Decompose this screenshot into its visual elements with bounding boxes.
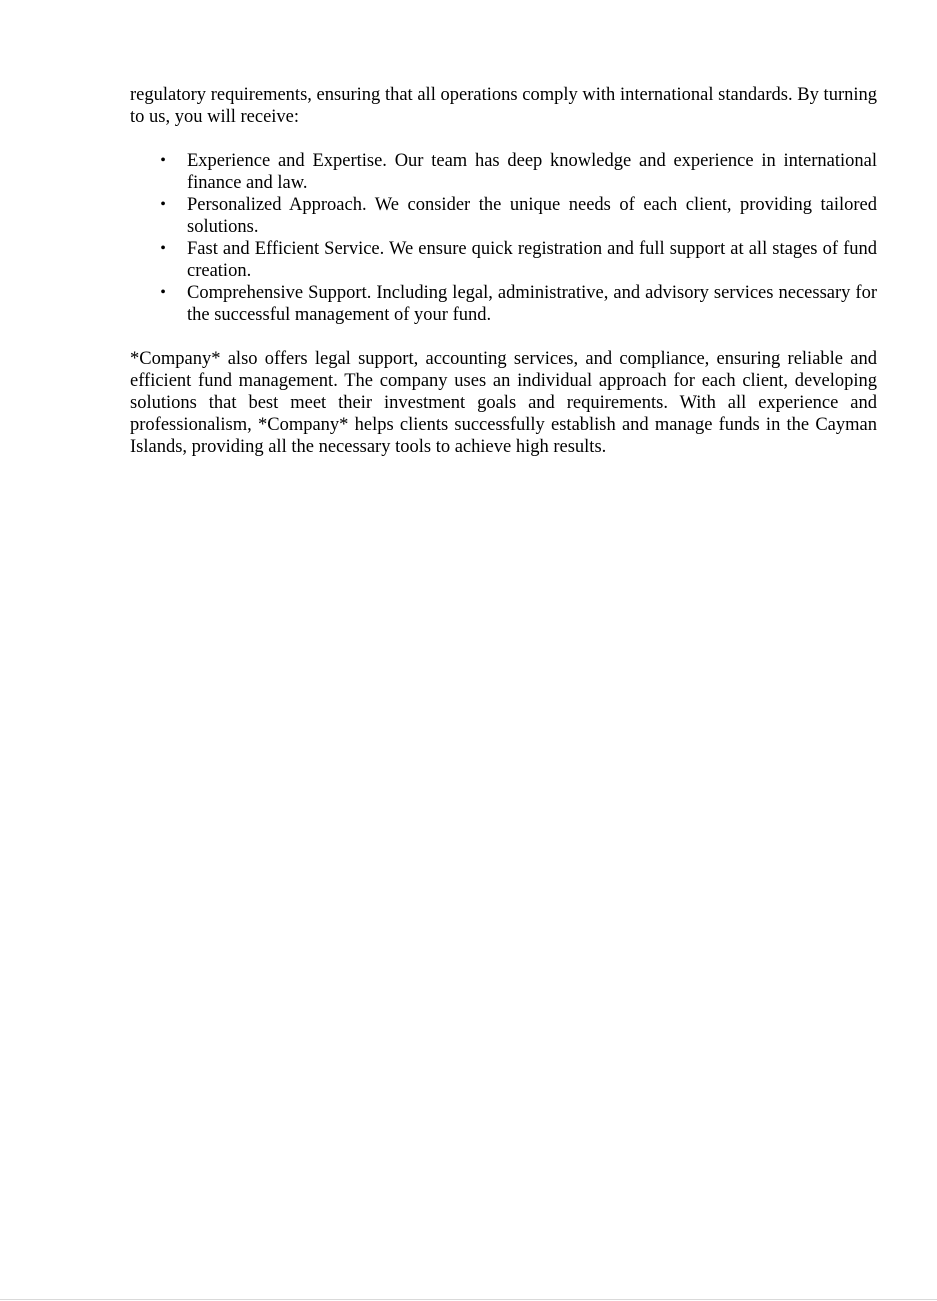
list-item-text: Experience and Expertise. Our team has deep knowledge and experience in international finance and law. (187, 151, 877, 193)
list-item-text: Fast and Efficient Service. We ensure quick registration and full support at all stages of fund creation. (187, 239, 877, 281)
bullet-icon: • (160, 196, 166, 213)
bullet-icon: • (160, 284, 166, 301)
list-item (130, 282, 877, 326)
list-item-text: Comprehensive Support. Including legal, administrative, and advisory services necessary for the successful management of your fund. (187, 283, 877, 325)
page-body (130, 84, 877, 458)
list-item (130, 150, 877, 194)
list-item-text: Personalized Approach. We consider the unique needs of each client, providing tailored solutions. (187, 195, 877, 237)
closing-paragraph: *Company* also offers legal support, accounting services, and compliance, ensuring reliable and efficient fund management. The company uses an individual approach for each client, developing solutions that best meet their investment goals and requirements. With all experience and professionalism, *Company* helps clients successfully establish and manage funds in the Cayman Islands, providing all the necessary tools to achieve high results. (130, 349, 877, 457)
bullet-icon: • (160, 240, 166, 257)
intro-paragraph: regulatory requirements, ensuring that all operations comply with international standards. By turning to us, you will receive: (130, 85, 877, 127)
bullet-icon: • (160, 152, 166, 169)
list-item (130, 194, 877, 238)
list-item (130, 238, 877, 282)
benefits-list (130, 150, 877, 326)
